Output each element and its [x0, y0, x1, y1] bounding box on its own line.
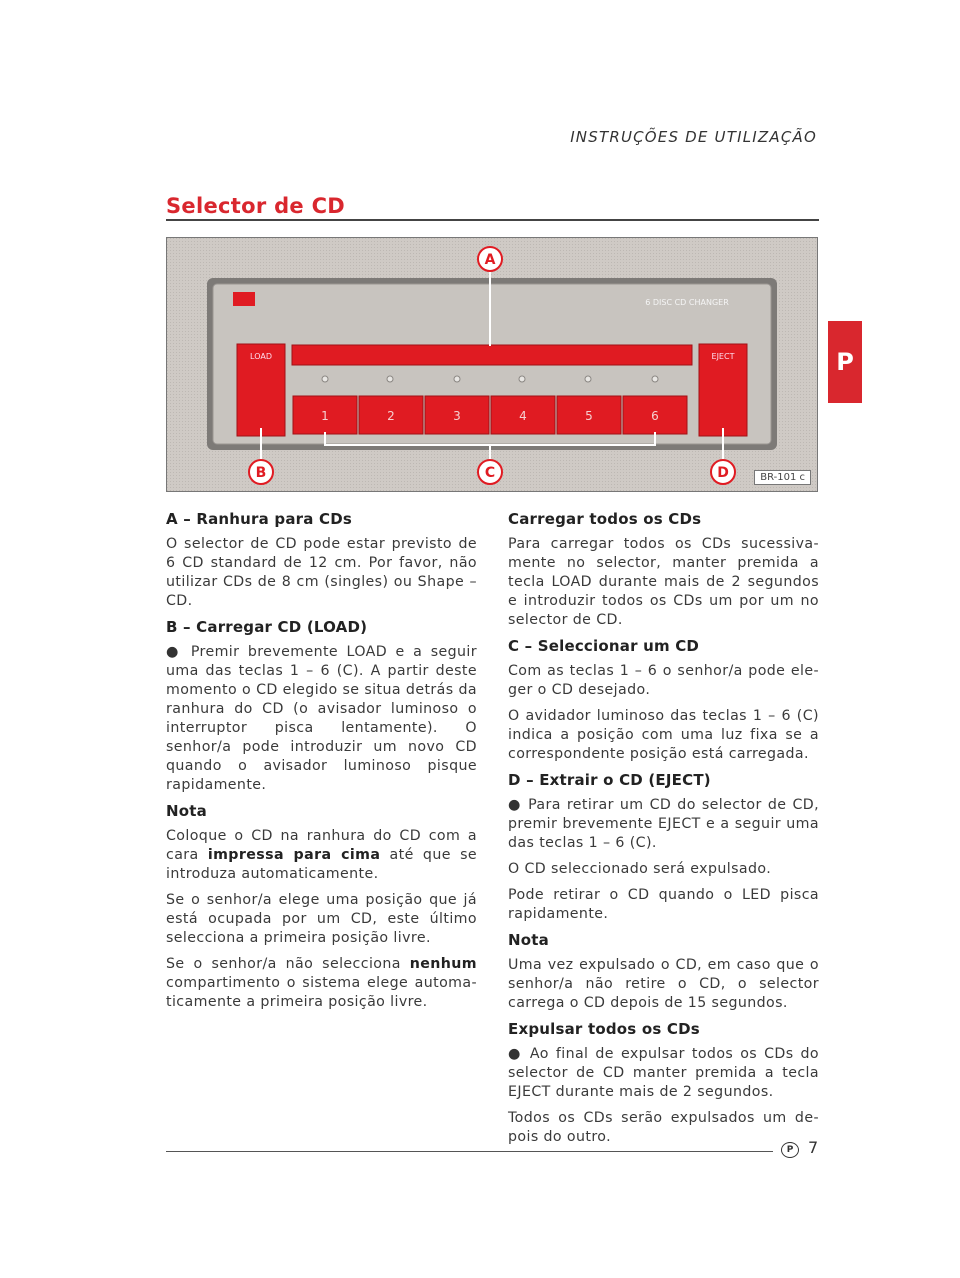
- cd-changer-figure: [166, 237, 818, 492]
- load-label: LOAD: [250, 352, 272, 361]
- eject-all-paragraph: ● Ao final de expulsar todos os CDs do selector de CD manter premida a tecla EJECT durante mais de 2 segundos.: [508, 1046, 819, 1100]
- eject-text-2: O CD seleccionado será expulsado.: [508, 861, 772, 877]
- footer-rule: [166, 1151, 773, 1152]
- cd-slot: [292, 345, 692, 365]
- page-number: 7: [808, 1138, 819, 1157]
- heading-load-all: Carregar todos os CDs: [508, 510, 702, 528]
- device-label: 6 DISC CD CHANGER: [645, 298, 729, 307]
- section-title: Selector de CD: [166, 194, 346, 218]
- language-tab: P: [828, 321, 862, 403]
- load-text: Premir brevemente LOAD e a seguir uma das teclas 1 – 6 (C). A partir deste momento o CD elegido se situa detrás da ranhura do CD (o avisador luminoso o interruptor pisca lentamente). O senhor/a pode introduzir um novo CD quando o avisador luminoso pisque rapidamente.: [166, 644, 478, 793]
- eject-paragraph: ● Para retirar um CD do selector de CD, premir brevemente EJECT e a seguir uma das teclas 1 – 6 (C).: [508, 797, 819, 851]
- heading-eject-all: Expulsar todos os CDs: [508, 1020, 700, 1038]
- key-label: 6: [651, 409, 659, 423]
- section-divider: [166, 219, 819, 221]
- note-emphasis: nenhum: [409, 956, 477, 972]
- eject-label: EJECT: [711, 352, 735, 361]
- slot-text: O selector de CD pode estar previsto de 6 CD standard de 12 cm. Por favor, não utilizar CDs de 8 cm (singles) ou Shape – CD.: [166, 536, 477, 609]
- heading-load: B – Carregar CD (LOAD): [166, 618, 368, 636]
- load-all-text: Para carregar todos os CDs sucessiva-mente no selector, manter premida a tecla LOAD durante mais de 2 segundos e introduzir todos os CDs um por um no selector de CD.: [508, 536, 819, 628]
- select-text-1: Com as teclas 1 – 6 o senhor/a pode ele-ger o CD desejado.: [508, 663, 819, 698]
- heading-slot: A – Ranhura para CDs: [166, 510, 352, 528]
- eject-text-3: Pode retirar o CD quando o LED pisca rapidamente.: [508, 887, 819, 922]
- load-paragraph: [166, 643, 477, 795]
- figure-code: BR-101 c: [754, 470, 811, 485]
- note-emphasis: impressa para cima: [207, 847, 381, 863]
- bullet-icon: ●: [508, 797, 522, 813]
- key-label: 2: [387, 409, 395, 423]
- left-column: [166, 510, 477, 1019]
- note-paragraph-1: Coloque o CD na ranhura do CD com a cara impressa para cima até que se introduza automaticamente.: [166, 828, 477, 882]
- key-label: 5: [585, 409, 593, 423]
- heading-eject: D – Extrair o CD (EJECT): [508, 771, 711, 789]
- select-text-2: O avidador luminoso das teclas 1 – 6 (C) indica a posição com uma luz fixa se a correspondente posição está carregada.: [508, 708, 819, 762]
- callout-c: C: [484, 465, 496, 481]
- eject-all-text-2: Todos os CDs serão expulsados um de-pois do outro.: [508, 1110, 819, 1145]
- bullet-icon: ●: [508, 1046, 523, 1062]
- language-badge-icon: P: [781, 1142, 799, 1158]
- header-title: INSTRUÇÕES DE UTILIZAÇÃO: [570, 128, 817, 146]
- key-label: 3: [453, 409, 461, 423]
- heading-select: C – Seleccionar um CD: [508, 637, 700, 655]
- right-column: [508, 510, 819, 1154]
- callout-d: D: [717, 465, 729, 481]
- note-paragraph-2: Se o senhor/a elege uma posição que já está ocupada por um CD, este último selecciona a primeira posição livre.: [166, 892, 477, 946]
- heading-note: Nota: [166, 802, 207, 820]
- cd-changer-illustration: [167, 238, 818, 492]
- bullet-icon: ●: [166, 644, 183, 660]
- note-paragraph-3: Se o senhor/a não selecciona nenhum compartimento o sistema elege automa-ticamente a primeira posição livre.: [166, 956, 477, 1010]
- brand-logo: [233, 292, 255, 306]
- key-label: 1: [321, 409, 329, 423]
- note-text: Uma vez expulsado o CD, em caso que o senhor/a não retire o CD, o selector carrega o CD depois de 15 segundos.: [508, 957, 819, 1011]
- heading-note: Nota: [508, 931, 549, 949]
- callout-b: B: [255, 465, 267, 481]
- key-label: 4: [519, 409, 527, 423]
- callout-a: A: [484, 252, 496, 268]
